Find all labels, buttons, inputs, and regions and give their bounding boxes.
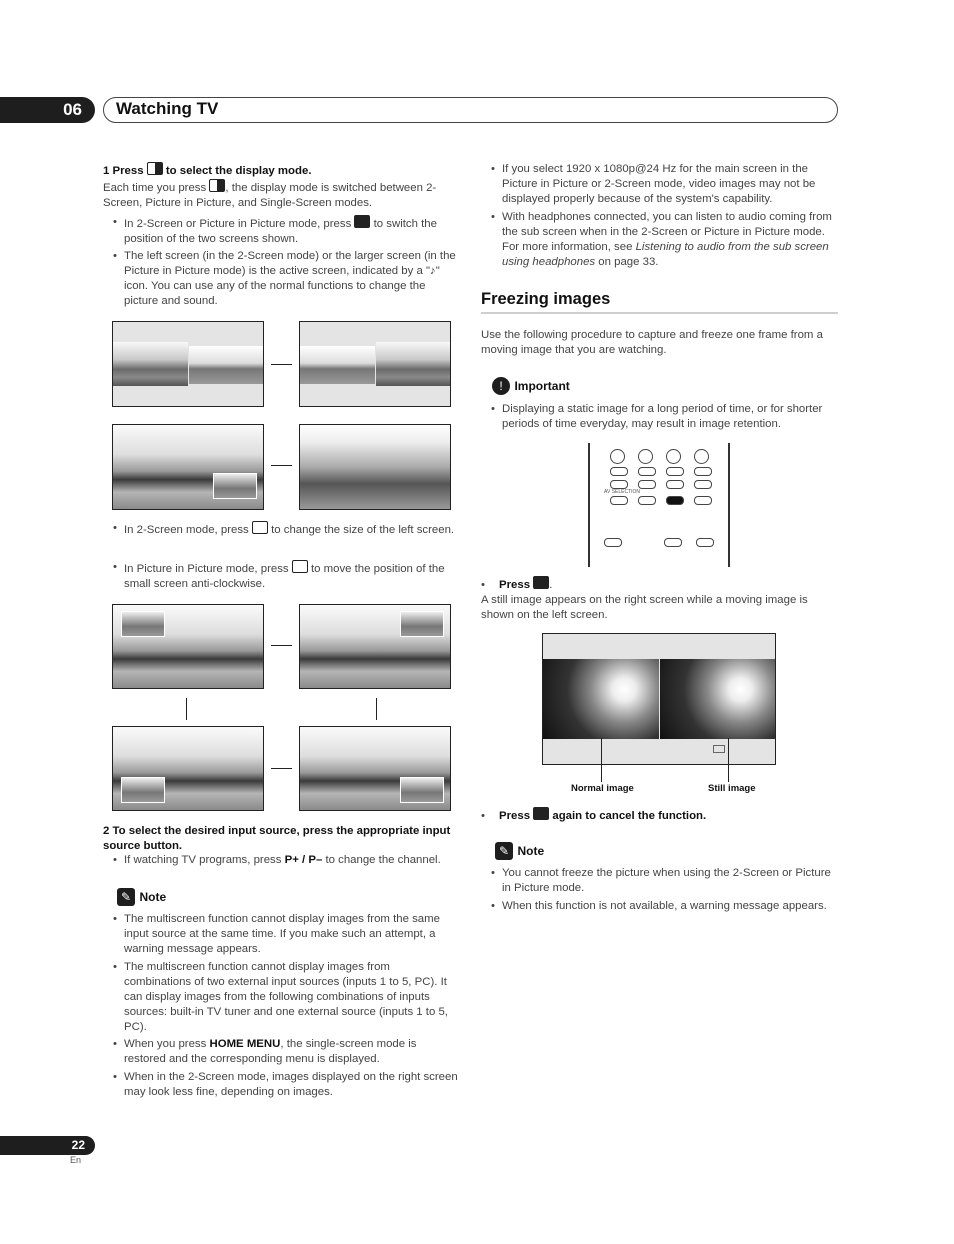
remote-key xyxy=(666,467,684,476)
two-screen-diagram-b xyxy=(299,321,451,407)
note-icon: ✎ xyxy=(495,842,513,860)
note-item xyxy=(124,1037,460,1067)
right-note-item: • You cannot freeze the picture when using the 2-Screen or Picture in Picture mode. xyxy=(502,866,832,896)
bullet-text: In Picture in Picture mode, press xyxy=(124,563,289,575)
note-item: • The multiscreen function cannot display images from combinations of two external input sources (inputs 1 to 5, PC). It can display images from the following combinations of inputs sources: built-in TV tuner and one external source (inputs 1 to 5, PC). xyxy=(124,960,460,1035)
swap-arrow xyxy=(271,364,292,365)
remote-round-button xyxy=(694,449,709,464)
remote-round-button xyxy=(666,449,681,464)
screen-image-right xyxy=(376,342,451,386)
pip-subscreen xyxy=(400,611,444,637)
bullet-text: to change the channel. xyxy=(325,854,441,866)
bullet-text: to move the position of the small screen anti-clockwise. xyxy=(124,563,445,590)
rotation-arrow-left xyxy=(271,645,292,646)
page-number-tab xyxy=(0,1136,95,1155)
remote-round-button xyxy=(638,449,653,464)
chapter-title: Watching TV xyxy=(116,99,219,118)
remote-control-diagram xyxy=(588,443,730,567)
bullet-text: to change the size of the left screen. xyxy=(271,524,455,536)
pip-diagram-b xyxy=(299,424,451,510)
remote-key xyxy=(610,496,628,505)
step1-body-a: Each time you press xyxy=(103,182,207,194)
step1-suffix: to select the display mode. xyxy=(165,165,312,177)
press-step: • Press . A still image appears on the right screen while a moving image is shown on the left screen. xyxy=(481,576,838,623)
right-bullet-1080p: • If you select 1920 x 1080p@24 Hz for the main screen in the Picture in Picture or 2-Screen mode, video images may not be displayed properly because of the system's capability. xyxy=(502,162,837,207)
chapter-number-tab xyxy=(0,97,95,123)
screen-image-left xyxy=(300,346,375,384)
pip-rotation-top-right xyxy=(299,604,451,689)
rotation-arrow-up xyxy=(376,698,377,720)
note-item: • The multiscreen function cannot display images from the same input source at the same time. If you make such an attempt, a warning message appears. xyxy=(124,912,460,957)
bullet-change-size xyxy=(124,521,460,538)
remote-av-selection-label: AV SELECTION xyxy=(604,489,641,495)
bullet-text: With headphones connected, you can listen to audio coming from the sub screen when in the 2-Screen or Picture in Picture mode. For more information, see xyxy=(502,211,832,253)
building-image xyxy=(300,425,450,509)
remote-key xyxy=(610,467,628,476)
step-1 xyxy=(103,162,458,211)
swap-button-icon xyxy=(354,215,370,228)
right-note-item: • When this function is not available, a warning message appears. xyxy=(502,899,832,914)
language-code: En xyxy=(70,1155,82,1165)
press-label: Press xyxy=(499,810,531,822)
note-label: Note xyxy=(139,890,167,905)
pip-rotation-bottom-right xyxy=(299,726,451,811)
freeze-screen-diagram xyxy=(542,633,776,765)
remote-key xyxy=(638,480,656,489)
note-label: Note xyxy=(517,844,545,859)
screen-image-left xyxy=(113,342,188,386)
remote-key xyxy=(694,480,712,489)
pip-subscreen xyxy=(121,611,165,637)
freeze-button-icon xyxy=(533,807,549,820)
screen-image-right xyxy=(189,346,264,384)
step-2: 2 To select the desired input source, press the appropriate input source button. xyxy=(103,825,451,852)
bullet-switch-position xyxy=(124,215,460,247)
remote-key xyxy=(638,496,656,505)
display-mode-button-icon xyxy=(209,179,225,192)
important-label: Important xyxy=(514,379,570,394)
note-item: • When in the 2-Screen mode, images displayed on the right screen may look less fine, depending on images. xyxy=(124,1070,460,1100)
freeze-indicator-icon xyxy=(713,745,725,753)
pip-subscreen xyxy=(121,777,165,803)
bullet-move-pip xyxy=(124,560,460,592)
freeze-key-highlighted xyxy=(666,496,684,505)
important-heading xyxy=(492,377,570,395)
still-image-label: Still image xyxy=(708,783,756,794)
important-item: • Displaying a static image for a long period of time, or for shorter periods of time everyday, may result in image retention. xyxy=(502,402,838,432)
pip-diagram-a xyxy=(112,424,264,510)
display-mode-button-icon xyxy=(147,162,163,175)
bullet-text: If watching TV programs, press xyxy=(124,854,282,866)
still-image-pane xyxy=(660,659,775,739)
note-text: , the single-screen mode is restored and the corresponding menu is displayed. xyxy=(124,1038,417,1065)
freeze-button-icon xyxy=(533,576,549,589)
note-heading xyxy=(117,888,166,906)
pip-rotation-bottom-left xyxy=(112,726,264,811)
bullet-text: In 2-Screen or Picture in Picture mode, press xyxy=(124,218,352,230)
press-label: Press xyxy=(499,579,531,591)
bullet-text: In 2-Screen mode, press xyxy=(124,524,249,536)
pip-subscreen xyxy=(400,777,444,803)
remote-key xyxy=(664,538,682,547)
rotation-arrow-down xyxy=(186,698,187,720)
bullet-active-screen: • The left screen (in the 2-Screen mode) or the larger screen (in the Picture in Picture mode) is the active screen, indicated by a "♪" icon. You can use any of the normal functions to change the picture and sound. xyxy=(124,249,460,309)
press-again-step: • Press again to cancel the function. xyxy=(481,807,838,824)
size-button-icon xyxy=(252,521,268,534)
section-rule xyxy=(481,312,838,314)
normal-image-leader xyxy=(601,738,602,782)
remote-key xyxy=(666,480,684,489)
remote-key xyxy=(694,467,712,476)
remote-round-button xyxy=(610,449,625,464)
normal-image-pane xyxy=(543,659,659,739)
step2-bullet xyxy=(124,853,464,868)
press-again-text: again to cancel the function. xyxy=(552,810,707,822)
swap-arrow xyxy=(271,465,292,466)
warning-icon: ! xyxy=(492,377,510,395)
bullet-text: on page 33. xyxy=(598,256,659,268)
pip-rotation-top-left xyxy=(112,604,264,689)
right-bullet-headphones xyxy=(502,210,837,270)
note-text: When you press xyxy=(124,1038,207,1050)
step1-prefix: 1 Press xyxy=(103,165,144,177)
remote-key xyxy=(610,480,628,489)
note-icon: ✎ xyxy=(117,888,135,906)
pip-subscreen xyxy=(213,473,257,499)
bullet-text: to switch the position of the two screens shown. xyxy=(124,218,437,245)
page-number: 22 xyxy=(71,1138,85,1152)
section-intro: Use the following procedure to capture and freeze one frame from a moving image that you are watching. xyxy=(481,329,823,356)
normal-image-label: Normal image xyxy=(571,783,634,794)
remote-key xyxy=(638,467,656,476)
cross-reference-link[interactable]: Listening to audio from the sub screen using headphones xyxy=(502,241,829,268)
pip-position-button-icon xyxy=(292,560,308,573)
remote-key xyxy=(694,496,712,505)
home-menu-key: HOME MENU xyxy=(209,1038,281,1050)
press-body: A still image appears on the right screen while a moving image is shown on the left screen. xyxy=(481,594,808,621)
two-screen-diagram-a xyxy=(112,321,264,407)
step1-body-b: , the display mode is switched between 2-Screen, Picture in Picture, and Single-Screen modes. xyxy=(103,182,437,209)
chapter-number: 06 xyxy=(63,100,82,119)
still-image-leader xyxy=(728,738,729,782)
channel-key: P+ / P– xyxy=(284,854,323,866)
remote-key xyxy=(696,538,714,547)
remote-key xyxy=(604,538,622,547)
section-title: Freezing images xyxy=(481,290,611,308)
right-note-heading xyxy=(495,842,544,860)
rotation-arrow-right xyxy=(271,768,292,769)
